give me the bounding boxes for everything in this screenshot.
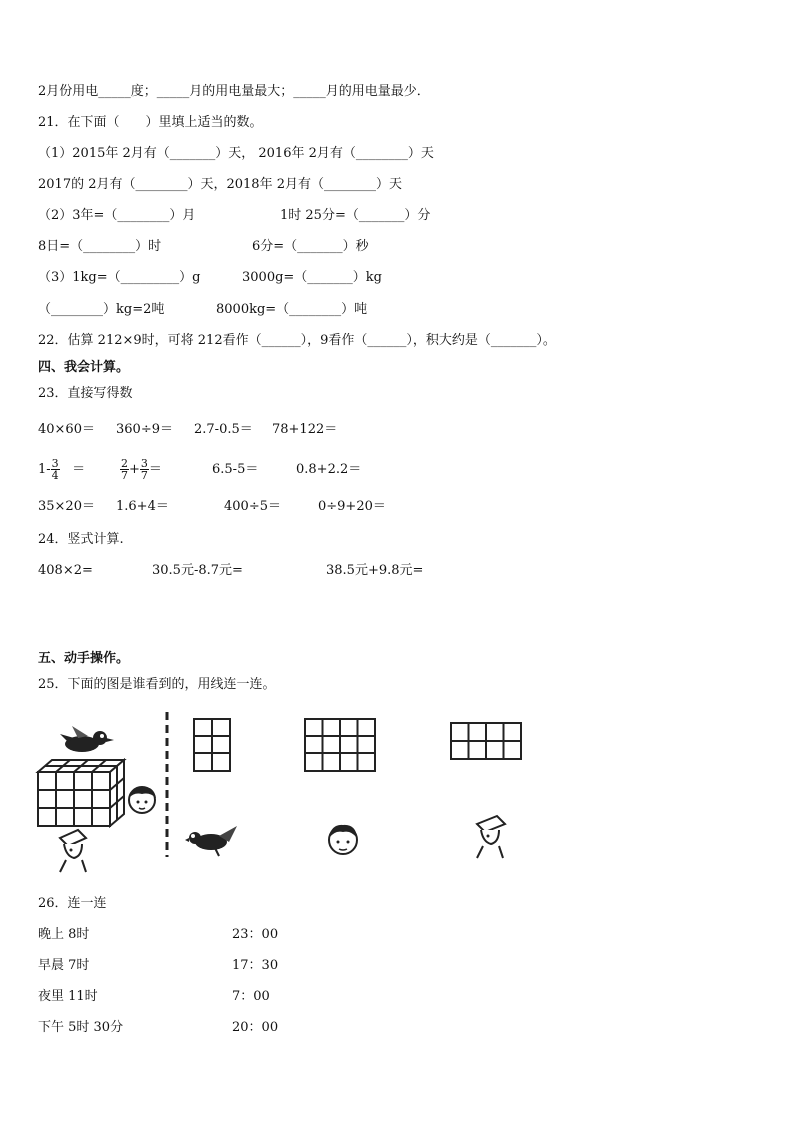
- q23-r3-c: 400÷5＝: [224, 499, 281, 514]
- q21-line-2: 2017的 2月有（________）天，2018年 2月有（________）天: [38, 177, 402, 192]
- q25-boy-observer: [471, 814, 511, 862]
- q23-r1-b: 360÷9＝: [116, 422, 173, 437]
- q26-right-1: 23：00: [232, 927, 279, 942]
- bird-icon: [185, 826, 237, 856]
- bird-icon: [60, 726, 114, 752]
- q23-r1-d: 78+122＝: [272, 422, 338, 437]
- q21-line-6a: （________）kg=2吨: [38, 302, 165, 317]
- boy-hat-icon: [60, 830, 86, 872]
- q21-line-3b: 1时 25分=（_______）分: [280, 208, 431, 223]
- q23-r2-c: 6.5-5＝: [212, 462, 259, 477]
- q25-dashed-divider: [163, 712, 171, 857]
- q23-title: 23．直接写得数: [38, 386, 133, 401]
- q25-cube-figure: [30, 720, 165, 875]
- q20-tail: 2月份用电_____度；_____月的用电量最大；_____月的用电量最少．: [38, 84, 430, 99]
- q25-title: 25．下面的图是谁看到的，用线连一连。: [38, 677, 276, 692]
- q22: 22．估算 212×9时，可将 212看作（______），9看作（______），积大约是（_______）。: [38, 333, 556, 348]
- q25-bird-observer: [185, 822, 241, 858]
- q21-line-3a: （2）3年=（________）月: [38, 208, 196, 223]
- q21-line-1: （1）2015年 2月有（_______）天， 2016年 2月有（________）天: [38, 146, 434, 161]
- q26-left-1: 晚上 8时: [38, 927, 90, 942]
- q23-r2-a: 1- $\frac{3}{4}$ ＝: [38, 457, 86, 482]
- q26-left-3: 夜里 11时: [38, 989, 98, 1004]
- q26-title: 26．连一连: [38, 896, 107, 911]
- q26-left-2: 早晨 7时: [38, 958, 90, 973]
- section-5-heading: 五、动手操作。: [38, 651, 130, 666]
- q23-r1-c: 2.7-0.5＝: [194, 422, 253, 437]
- q24-title: 24．竖式计算.: [38, 532, 124, 547]
- q21-line-4a: 8日=（________）时: [38, 239, 162, 254]
- q23-r2-b: $\frac{2}{7}$ + $\frac{3}{7}$ ＝: [121, 457, 162, 482]
- q26-left-4: 下午 5时 30分: [38, 1020, 124, 1035]
- q23-r2-d: 0.8+2.2＝: [296, 462, 362, 477]
- q21-line-5b: 3000g=（_______）kg: [242, 270, 382, 285]
- girl-face-icon: [129, 787, 156, 813]
- q21-line-6b: 8000kg=（________）吨: [216, 302, 368, 317]
- cube-side: [110, 760, 124, 826]
- q26-right-3: 7：00: [232, 989, 270, 1004]
- boy-hat-icon: [477, 816, 505, 858]
- q25-view-2x3: [193, 718, 231, 772]
- q23-r3-d: 0÷9+20＝: [318, 499, 386, 514]
- q25-girl-observer: [326, 822, 360, 860]
- section-4-heading: 四、我会计算。: [38, 360, 130, 375]
- q24-item-1: 408×2=: [38, 563, 93, 578]
- q23-r1-a: 40×60＝: [38, 422, 95, 437]
- cube-front: [38, 772, 110, 826]
- q26-right-4: 20：00: [232, 1020, 279, 1035]
- q21-line-5a: （3）1kg=（_________）g: [38, 270, 201, 285]
- q25-view-4x2: [450, 722, 522, 760]
- q24-item-2: 30.5元-8.7元=: [152, 563, 243, 578]
- q21-line-4b: 6分=（_______）秒: [252, 239, 369, 254]
- q23-r3-a: 35×20＝: [38, 499, 95, 514]
- q23-r3-b: 1.6+4＝: [116, 499, 169, 514]
- q21-title: 21．在下面（ ）里填上适当的数。: [38, 115, 263, 130]
- girl-face-icon: [329, 825, 357, 854]
- q24-item-3: 38.5元+9.8元=: [326, 563, 424, 578]
- q25-view-4x3: [304, 718, 376, 772]
- q26-right-2: 17：30: [232, 958, 279, 973]
